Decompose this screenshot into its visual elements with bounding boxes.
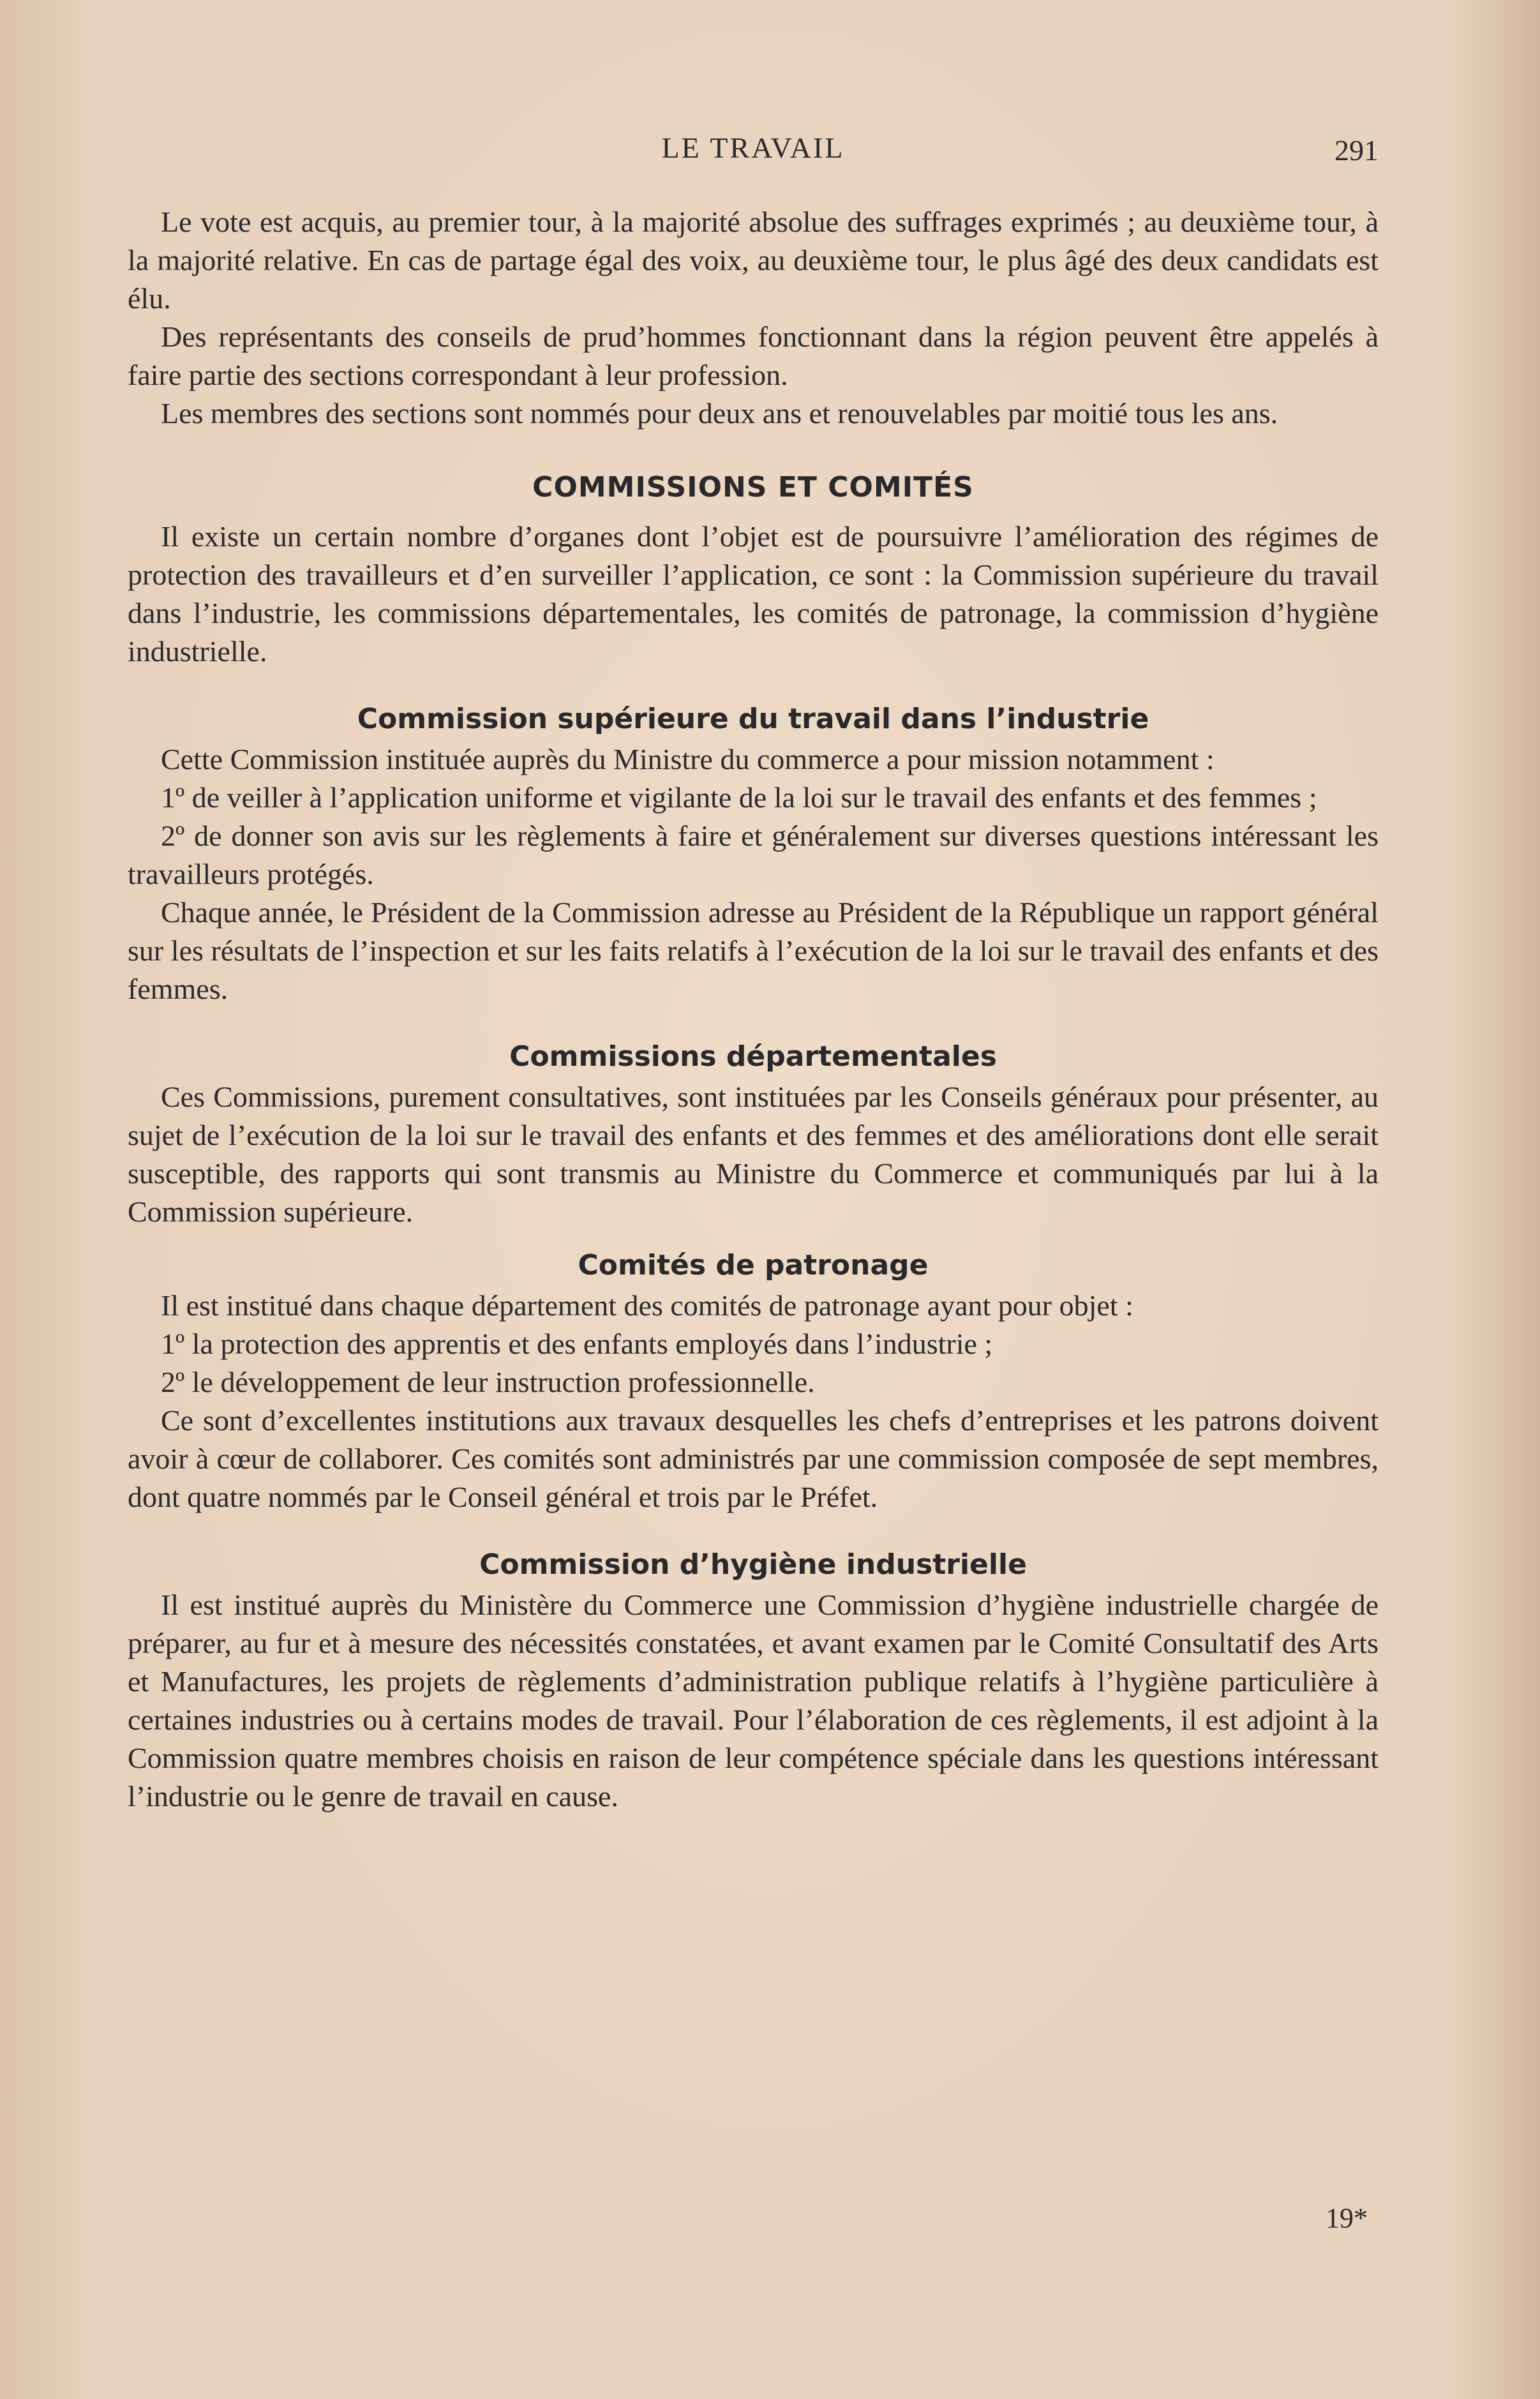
list-item: 1º la protection des apprentis et des enfants employés dans l’industrie ; <box>161 1327 993 1360</box>
paragraph: Il est institué dans chaque département des comités de patronage ayant pour objet : <box>161 1289 1133 1322</box>
paragraph: Chaque année, le Président de la Commission adresse au Président de la République un rapport général sur les résultats de l’inspection et sur les faits relatifs à l’exécution de la loi sur le travail des enfants et des femmes. <box>128 896 1379 1005</box>
paragraph: Ce sont d’excellentes institutions aux travaux desquelles les chefs d’entreprises et les patrons doivent avoir à cœur de collaborer. Ces comités sont administrés par une commission composée de sept membres, dont quatre nommés par le Conseil général et trois par le Préfet. <box>128 1404 1379 1513</box>
paragraph: Il existe un certain nombre d’organes dont l’objet est de poursuivre l’amélioration des régimes de protection des travailleurs et d’en surveiller l’application, ce sont : la Commission supérieure du travail dans l’industrie, les commissions départementales, les comités de patronage, la commission d’hygiène industrielle. <box>128 520 1379 668</box>
paragraph: Il est institué auprès du Ministère du Commerce une Commission d’hygiène industrielle chargée de préparer, au fur et à mesure des nécessités constatées, et avant examen par le Comité Consultatif des Arts et Manufactures, les projets de règlements d’administration publique relatifs à l’hygiène particulière à certaines industries ou à certains modes de travail. Pour l’élaboration de ces règlements, il est adjoint à la Commission quatre membres choisis en raison de leur compétence spéciale dans les questions intéressant l’industrie ou le genre de travail en cause. <box>128 1588 1379 1812</box>
subsection-heading: Commission supérieure du travail dans l’industrie <box>357 703 1149 735</box>
subsection-heading: Comités de patronage <box>578 1249 929 1282</box>
subsection-heading: Commission d’hygiène industrielle <box>479 1548 1027 1581</box>
list-item: 2º de donner son avis sur les règlements à faire et généralement sur diverses questions intéressant les travailleurs protégés. <box>128 819 1379 890</box>
paragraph: Les membres des sections sont nommés pour deux ans et renouvelables par moitié tous les ans. <box>161 397 1278 430</box>
section-heading: COMMISSIONS ET COMITÉS <box>532 471 974 504</box>
page-body <box>128 203 1379 1816</box>
page-number: 291 <box>1334 134 1379 167</box>
paragraph: Cette Commission instituée auprès du Ministre du commerce a pour mission notamment : <box>161 743 1215 775</box>
subsection-heading: Commissions départementales <box>509 1040 997 1073</box>
page-header <box>128 131 1379 176</box>
running-title: LE TRAVAIL <box>661 131 845 164</box>
paragraph: Ces Commissions, purement consultatives, sont instituées par les Conseils généraux pour présenter, au sujet de l’exécution de la loi sur le travail des enfants et des femmes et des améliorations dont elle serait susceptible, des rapports qui sont transmis au Ministre du Commerce et communiqués par lui à la Commission supérieure. <box>128 1080 1379 1228</box>
paragraph: Des représentants des conseils de prud’hommes fonctionnant dans la région peuvent être appelés à faire partie des sections correspondant à leur profession. <box>128 320 1379 391</box>
list-item: 1º de veiller à l’application uniforme et vigilante de la loi sur le travail des enfants et des femmes ; <box>161 781 1317 814</box>
paragraph: Le vote est acquis, au premier tour, à la majorité absolue des suffrages exprimés ; au deuxième tour, à la majorité relative. En cas de partage égal des voix, au deuxième tour, le plus âgé des deux candidats est élu. <box>128 206 1379 315</box>
list-item: 2º le développement de leur instruction professionnelle. <box>161 1366 815 1398</box>
printer-signature: 19* <box>1326 2202 1368 2234</box>
